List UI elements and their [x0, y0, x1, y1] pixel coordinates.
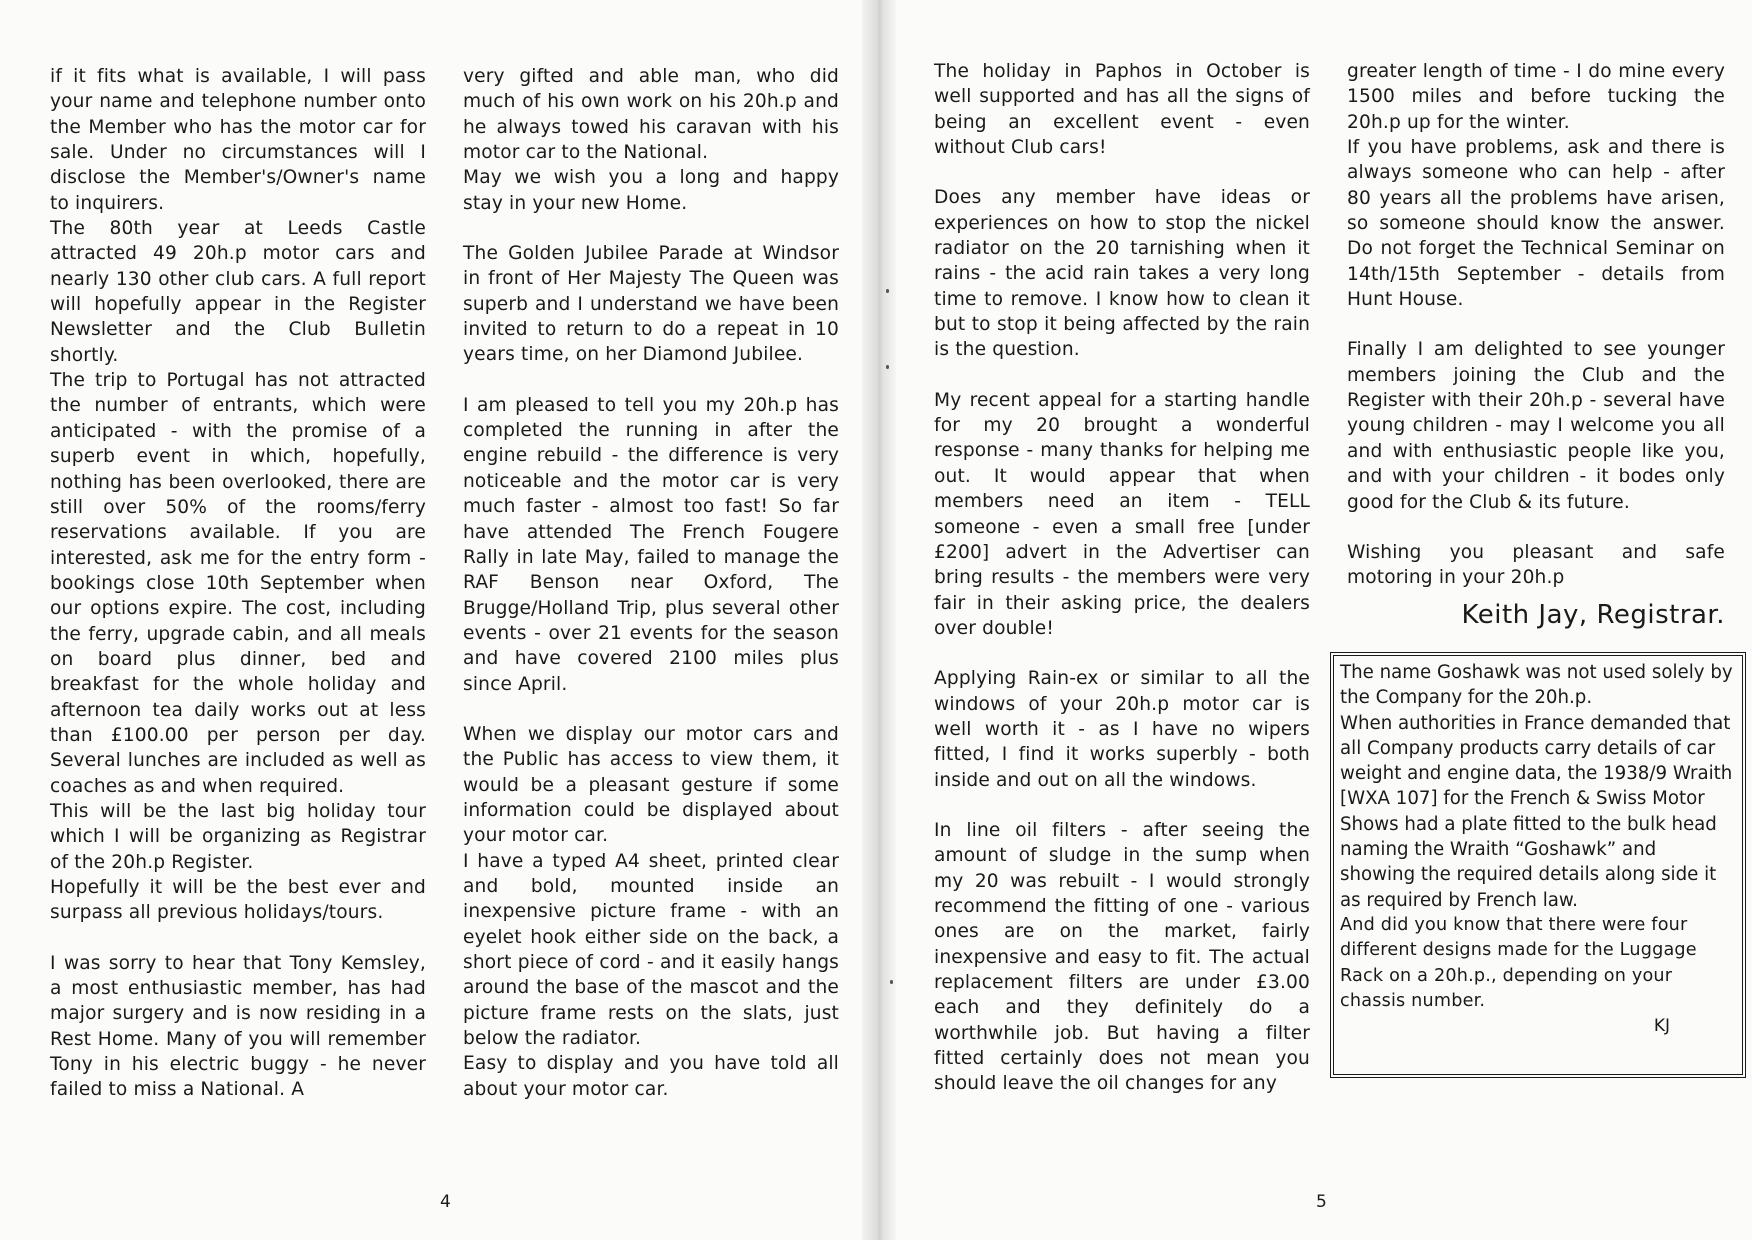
- paragraph: If you have problems, ask and there is always someone who can help - after 80 years all the problems have arisen, so someone should know the answer. Do not forget the Technical Seminar on 14th/15th September - details from Hunt House.: [1347, 137, 1725, 311]
- left-page-column-1: [50, 64, 426, 1103]
- paragraph: I have a typed A4 sheet, printed clear and bold, mounted inside an inexpensive picture frame - with an eyelet hook either side on the back, a short piece of cord - and it easily hangs around the base of the mascot and the picture frame rests on the slats, just below the radiator.: [463, 850, 839, 1050]
- paragraph: The 80th year at Leeds Castle attracted 49 20h.p motor cars and nearly 130 other club cars. A full report will hopefully appear in the Register Newsletter and the Club Bulletin shortly.: [50, 218, 426, 366]
- page-number-right: 5: [1316, 1192, 1327, 1212]
- paragraph: very gifted and able man, who did much of his own work on his 20h.p and he always towed his caravan with his motor car to the National.: [463, 66, 839, 164]
- paragraph: Hopefully it will be the best ever and surpass all previous holidays/tours.: [50, 877, 426, 924]
- goshawk-note-box: [1330, 652, 1746, 1078]
- note-initials: KJ: [1653, 1016, 1670, 1037]
- paragraph: greater length of time - I do mine every 1500 miles and before tucking the 20h.p up for the winter.: [1347, 61, 1725, 133]
- book-gutter: [862, 0, 896, 1240]
- note-paragraph: When authorities in France demanded that all Company products carry details of car weight and engine data, the 1938/9 Wraith [WXA 107] for the French & Swiss Motor Shows had a plate fitted to the bulk head naming the Wraith “Goshawk” and showing the required details along side it as required by French law.: [1340, 712, 1733, 911]
- scan-speck: [886, 365, 889, 369]
- paragraph: When we display our motor cars and the Public has access to view them, it would be a pleasant gesture if some information could be displayed about your motor car.: [463, 723, 839, 847]
- paragraph: In line oil filters - after seeing the amount of sludge in the sump when my 20 was rebuilt - I would strongly recommend the fitting of one - various ones are on the market, fairly inexpensive and easy to fit. The actual replacement filters are under £3.00 each and they definitely do a worthwhile job. But having a filter fitted certainly does not mean you should leave the oil changes for any: [934, 819, 1310, 1095]
- paragraph: I was sorry to hear that Tony Kemsley, a most enthusiastic member, has had major surgery and is now residing in a Rest Home. Many of you will remember Tony in his electric buggy - he never failed to miss a National. A: [50, 952, 426, 1101]
- note-paragraph: The name Goshawk was not used solely by the Company for the 20h.p.: [1340, 662, 1733, 709]
- paragraph: Does any member have ideas or experiences on how to stop the nickel radiator on the 20 tarnishing when it rains - the acid rain takes a very long time to remove. I know how to clean it but to stop it being affected by the rain is the question.: [934, 187, 1310, 361]
- right-page-column-2: [1347, 59, 1725, 633]
- paragraph: This will be the last big holiday tour which I will be organizing as Registrar of the 20h.p Register.: [50, 800, 426, 873]
- scan-speck: [890, 980, 893, 984]
- handwritten-note: And did you know that there were four different designs made for the Luggage Rack on a 20h.p., depending on your chassis number.: [1340, 914, 1697, 1011]
- scan-speck: [886, 289, 889, 293]
- paragraph: Finally I am delighted to see younger members joining the Club and the Register with their 20h.p - several have young children - may I welcome you all and with enthusiastic people like you, and with your children - it bodes only good for the Club & its future.: [1347, 339, 1725, 513]
- signature: Keith Jay, Registrar.: [1461, 599, 1725, 630]
- paragraph: I am pleased to tell you my 20h.p has completed the running in after the engine rebuild - the difference is very noticeable and the motor car is very much faster - almost too fast! So far have attended The French Fougere Rally in late May, failed to manage the RAF Benson near Oxford, The Brugge/Holland Trip, plus several other events - over 21 events for the season and have covered 2100 miles plus since April.: [463, 394, 839, 695]
- paragraph: The trip to Portugal has not attracted the number of entrants, which were anticipated - with the promise of a superb event in which, hopefully, nothing has been overlooked, there are still over 50% of the rooms/ferry reservations available. If you are interested, ask me for the entry form - bookings close 10th September when our options expire. The cost, including the ferry, upgrade cabin, and all meals on board plus dinner, bed and breakfast for the whole holiday and afternoon tea daily works out at less than £100.00 per person per day. Several lunches are included as well as coaches as and when required.: [50, 370, 426, 797]
- right-page-column-1: [934, 59, 1310, 1097]
- paragraph: The holiday in Paphos in October is well supported and has all the signs of being an excellent event - even without Club cars!: [934, 61, 1310, 159]
- paragraph: Wishing you pleasant and safe motoring in your 20h.p: [1347, 541, 1725, 589]
- left-page-column-2: [463, 64, 839, 1102]
- page-number-left: 4: [440, 1192, 451, 1212]
- paragraph: The Golden Jubilee Parade at Windsor in front of Her Majesty The Queen was superb and I understand we have been invited to return to do a repeat in 10 years time, on her Diamond Jubilee.: [463, 243, 839, 366]
- paragraph: My recent appeal for a starting handle for my 20 brought a wonderful response - many thanks for helping me out. It would appear that when members need an item - TELL someone - even a small free [under £200] advert in the Advertiser can bring results - the members were very fair in their asking price, the dealers over double!: [934, 389, 1310, 639]
- paragraph: Easy to display and you have told all about your motor car.: [463, 1053, 839, 1100]
- paragraph: Applying Rain-ex or similar to all the windows of your 20h.p motor car is well worth it - as I have no wipers fitted, I find it works superbly - both inside and out on all the windows.: [934, 668, 1310, 791]
- paragraph: May we wish you a long and happy stay in your new Home.: [463, 167, 839, 214]
- paragraph: if it fits what is available, I will pass your name and telephone number onto the Member who has the motor car for sale. Under no circumstances will I disclose the Member's/Owner's name to inquirers.: [50, 66, 426, 214]
